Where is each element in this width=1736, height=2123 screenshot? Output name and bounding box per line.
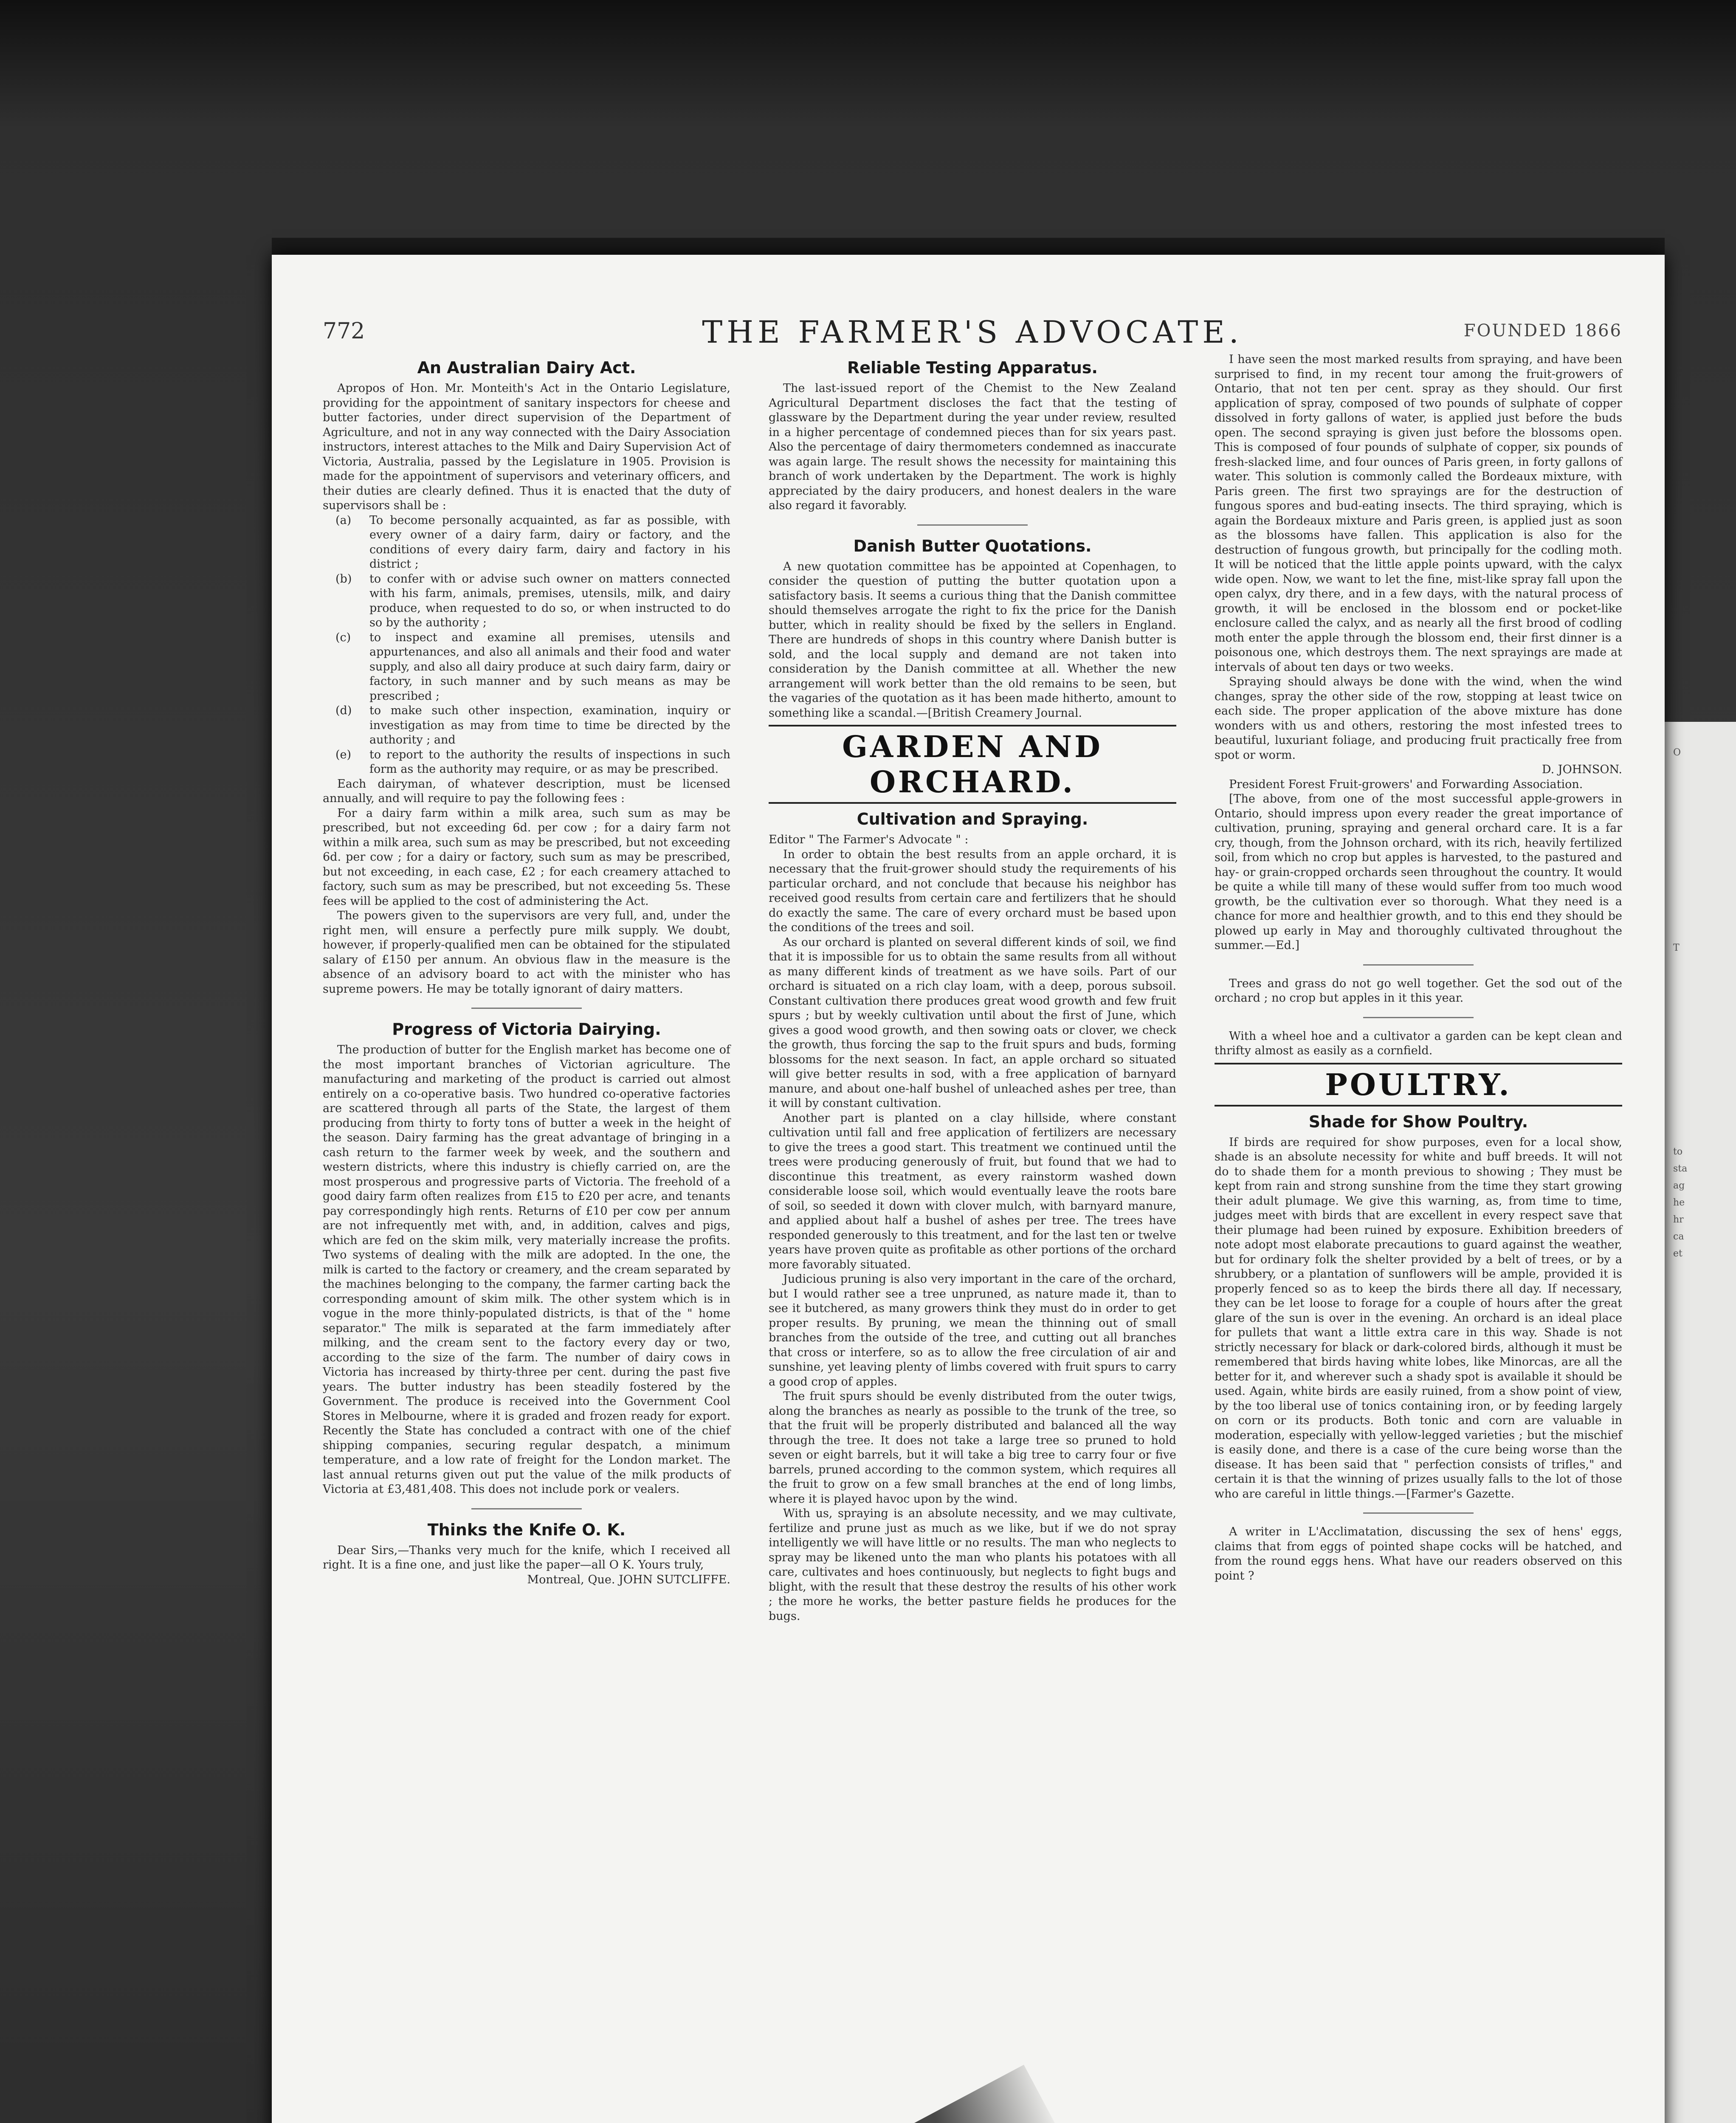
section-title: POULTRY. [1215, 1063, 1622, 1107]
article-paragraph: The production of butter for the English market has become one of the most important branches of Victorian agriculture. The manufacturing and marketing of the product is carried out almost entirely on a co-operative basis. Two hundred co-operative factories are scattered through all parts of the State, the largest of them producing from thirty to forty tons of butter a week in the height of the season. Dairy farming has the great advantage of bringing in a cash return to the farmer week by week, and the southern and western districts, where this industry is chiefly carried on, are the most prosperous and progressive parts of Victoria. The freehold of a good dairy farm often realizes from £15 to £20 per acre, and tenants pay correspondingly high rents. Returns of £10 per cow per annum are not infrequently met with, and, in addition, calves and pigs, which are fed on the skim milk, very materially increase the profits. Two systems of dealing with the milk are adopted. In the one, the milk is carted to the factory or creamery, and the cream separated by the machines belonging to the company, the farmer carting back the corresponding amount of skim milk. The other system which is in vogue in the more thinly-populated districts, is that of the " home separator." The milk is separated at the farm immediately after milking, and the cream sent to the factory every day or two, according to the size of the farm. The number of dairy cows in Victoria has increased by thirty-three per cent. during the past five years. The butter industry has been steadily fostered by the Government. The produce is received into the Government Cool Stores in Melbourne, where it is graded and frozen ready for export. Recently the State has concluded a contract with one of the chief shipping companies, securing regular despatch, a minimum temperature, and a low rate of freight for the London market. The last annual returns given out put the value of the milk products of Victoria at £3,481,408. This does not include pork or vealers. [323, 1043, 730, 1496]
list-text: To become personally acquainted, as far as possible, with every owner of a dairy farm, dairy or factory, and the conditions of every dairy farm, dairy and factory in his district ; [369, 513, 730, 571]
article-paragraph: As our orchard is planted on several different kinds of soil, we find that it is impossible for us to obtain the same results from all without as many different kinds of treatment as we have soils. Part of our orchard is situated on a rich clay loam, with a deep, porous subsoil. Constant cultivation there produces great wood growth and few fruit spurs ; but by weekly cultivation until about the first of June, which gives a good wood growth, and then sowing oats or clover, we check the growth, thus forcing the sap to the fruit spurs and buds, forming blossoms for the next season. In fact, an apple orchard so situated will give better results in sod, with a free application of barnyard manure, and about one-half bushel of unleached ashes per tree, than it will by constant cultivation. [769, 935, 1176, 1110]
adjacent-page-fragment: T [1673, 943, 1680, 953]
article-paragraph: Apropos of Hon. Mr. Monteith's Act in the Ontario Legislature, providing for the appointment of sanitary inspectors for cheese and butter factories, under direct supervision of the Department of Agriculture, and not in any way connected with the Dairy Association instructors, interest attaches to the Milk and Dairy Supervision Act of Victoria, Australia, passed by the Legislature in 1905. Provision is made for the appointment of supervisors and veterinary officers, and their duties are clearly defined. Thus it is enacted that the duty of supervisors shall be : [323, 382, 730, 512]
adjacent-page-fragment: et [1673, 1248, 1682, 1259]
list-key: (a) [335, 513, 352, 527]
article-paragraph: The fruit spurs should be evenly distributed from the outer twigs, along the branches as nearly as possible to the trunk of the tree, so that the fruit will be properly distributed and balanced all the way through the tree. It does not take a large tree so pruned to hold seven or eight barrels, but it will take a big tree to carry four or five barrels, pruned according to the common system, which requires all the fruit to grow on a few small branches at the end of long limbs, where it is played havoc upon by the wind. [769, 1390, 1176, 1506]
article-title: Thinks the Knife O. K. [427, 1520, 626, 1539]
article-paragraph: Each dairyman, of whatever description, must be licensed annually, and will require to pay the following fees : [323, 777, 730, 805]
signature: Montreal, Que. JOHN SUTCLIFFE. [527, 1573, 730, 1586]
page-edge-shadow [272, 238, 1665, 255]
page-number: 772 [323, 318, 365, 344]
adjacent-page-strip [1665, 722, 1736, 2123]
article-paragraph: With a wheel hoe and a cultivator a garden can be kept clean and thrifty almost as easily as a cornfield. [1215, 1029, 1622, 1057]
divider [471, 1008, 582, 1009]
editor-salutation: Editor " The Farmer's Advocate " : [769, 833, 969, 846]
masthead: THE FARMER'S ADVOCATE. [702, 314, 1243, 350]
editor-note: [The above, from one of the most successful apple-growers in Ontario, should impress upon every reader the great importance of cultivation, pruning, spraying and general orchard care. It is a far cry, though, from the Johnson orchard, with its rich, heavily fertilized soil, from which no crop but apples is harvested, to the pastured and hay- or grain-cropped orchards seen throughout the country. It would be quite a while till many of these would suffer from too much wood growth, be the cultivation ever so thorough. What they need is a chance for more and healthier growth, and to this end they should be plowed up early in May and thoroughly cultivated throughout the summer.—Ed.] [1215, 792, 1622, 952]
article-paragraph: For a dairy farm within a milk area, such sum as may be prescribed, but not exceeding 6d. per cow ; for a dairy farm not within a milk area, such sum as may be prescribed, but not exceeding 6d. per cow ; for a dairy or factory, such sum as may be prescribed, but not exceeding, in each case, £2 ; for each creamery attached to factory, such sum as may be prescribed, but not exceeding 5s. These fees will be applied to the cost of administering the Act. [323, 806, 730, 908]
list-text: to confer with or advise such owner on matters connected with his farm, animals, premises, utensils, milk, and dairy produce, when requested to do so, or when instructed to do so by the authority ; [369, 572, 730, 629]
list-key: (c) [335, 631, 351, 644]
article-paragraph: A new quotation committee has be appointed at Copenhagen, to consider the question of putting the butter quotation upon a satisfactory basis. It seems a curious thing that the Danish committee should themselves arrogate the right to fix the price for the Danish butter, which in reality should be fixed by the sellers in England. There are hundreds of shops in this country where Danish butter is sold, and the local supply and demand are not taken into consideration by the Danish committee at all. Whether the new arrangement will work better than the old remains to be seen, but the vagaries of the quotation as it has been made hitherto, amount to something like a scandal.—[British Creamery Journal. [769, 560, 1176, 720]
article-title: Progress of Victoria Dairying. [392, 1020, 661, 1039]
article-title: Shade for Show Poultry. [1308, 1112, 1528, 1131]
article-paragraph: I have seen the most marked results from spraying, and have been surprised to find, in my recent tour among the fruit-growers of Ontario, that not ten per cent. spray as they should. Our first application of spray, composed of two pounds of sulphate of copper dissolved in forty gallons of water, is applied just before the buds open. The second spraying is given just before the blossoms open. This is composed of four pounds of sulphate of copper, six pounds of fresh-slacked lime, and four ounces of Paris green, in forty gallons of water. This solution is commonly called the Bordeaux mixture, with Paris green. The first two sprayings are for the destruction of fungous spores and bud-eating insects. The third spraying, which is again the Bordeaux mixture and Paris green, is applied just as soon as the blossoms have fallen. This application is also for the destruction of fungous growth, but principally for the codling moth. It will be noticed that the little apple points upward, with the calyx wide open. Now, we want to let the fine, mist-like spray fall upon the open calyx, dry there, and in a few days, with the natural process of growth, it will be enclosed in the blossom end or pocket-like enclosure called the calyx, and as nearly all the first brood of codling moth enter the apple through the blossom end, their first dinner is a poisonous one, which destroys them. The next sprayings are made at intervals of about ten days or two weeks. [1215, 353, 1622, 674]
article-paragraph: In order to obtain the best results from an apple orchard, it is necessary that the fruit-grower should study the requirements of his particular orchard, and not conclude that because his neighbor has received good results from certain care and fertilizers that he should do exactly the same. The care of every orchard must be based upon the conditions of the trees and soil. [769, 848, 1176, 934]
divider [1363, 964, 1474, 966]
list-item [335, 748, 730, 777]
article-paragraph: Another part is planted on a clay hillside, where constant cultivation until fall and free application of fertilizers are necessary to give the trees a good start. This treatment we continued until the trees were producing generously of fruit, but found that we had to discontinue this treatment, as every rainstorm washed down considerable loose soil, which would eventually leave the roots bare of soil, so seeded it down with clover mulch, with barnyard manure, and applied about half a bushel of ashes per tree. The trees have responded generously to this treatment, and for the last ten or twelve years have proven quite as profitable as other portions of the orchard more favorably situated. [769, 1111, 1176, 1271]
adjacent-page-fragment: hr [1673, 1214, 1684, 1225]
list-text: to make such other inspection, examination, inquiry or investigation as may from time to time be directed by the authority ; and [369, 704, 730, 746]
list-text: to report to the authority the results of inspections in such form as the authority may require, or as may be prescribed. [369, 748, 730, 776]
divider [1363, 1512, 1474, 1514]
adjacent-page-fragment: he [1673, 1197, 1685, 1208]
article-paragraph: Trees and grass do not go well together. Get the sod out of the orchard ; no crop but apples in it this year. [1215, 977, 1622, 1005]
article-title: An Australian Dairy Act. [417, 358, 636, 377]
founded-note: FOUNDED 1866 [1463, 321, 1622, 341]
divider [1363, 1017, 1474, 1018]
list-key: (d) [335, 704, 352, 717]
list-item [335, 572, 730, 631]
adjacent-page-fragment: sta [1673, 1163, 1688, 1174]
article-paragraph: With us, spraying is an absolute necessity, and we may cultivate, fertilize and prune just as much as we like, but if we do not spray intelligently we will have little or no results. The man who neglects to spray may be likened unto the man who plants his potatoes with all care, cultivates and hoes continuously, but neglects to fight bugs and blight, with the result that these destroy the results of his other work ; the more he works, the better pasture fields he produces for the bugs. [769, 1507, 1176, 1623]
adjacent-page-fragment: ca [1673, 1231, 1684, 1242]
article-paragraph: The last-issued report of the Chemist to the New Zealand Agricultural Department discloses the fact that the testing of glassware by the Department during the year under review, resulted in a higher percentage of condemned pieces than for six years past. Also the percentage of dairy thermometers condemned as inaccurate was again large. The result shows the necessity for maintaining this branch of work undertaken by the Department. The work is highly appreciated by the dairy producers, and honest dealers in the ware also regard it favorably. [769, 382, 1176, 512]
column-3 [1215, 352, 1622, 1583]
article-paragraph: A writer in L'Acclimatation, discussing the sex of hens' eggs, claims that from eggs of pointed shape cocks will be hatched, and from the round eggs hens. What have our readers observed on this point ? [1215, 1525, 1622, 1582]
list-text: to inspect and examine all premises, utensils and appurtenances, and also all animals and their food and water supply, and also all dairy produce at such dairy farm, dairy or factory, in such manner and by such means as may be prescribed ; [369, 631, 730, 703]
article-paragraph: If birds are required for show purposes, even for a local show, shade is an absolute necessity for white and buff breeds. It will not do to shade them for a month previous to showing ; They must be kept from rain and strong sunshine from the time they start growing their adult plumage. We give this warning, as, from time to time, judges meet with birds that are excellent in every respect save that their plumage had been ruined by exposure. Exhibition breeders of note adopt most elaborate precautions to guard against the weather, but for ordinary folk the shelter provided by a belt of trees, or by a shrubbery, or a plantation of sunflowers will be ample, provided it is properly fenced so as to keep the birds there all day. If necessary, they can be let loose to forage for a couple of hours after the great glare of the sun is over in the evening. An orchard is an ideal place for pullets that want a little extra care in this way. Shade is not strictly necessary for black or dark-colored birds, although it must be remembered that birds having white lobes, like Minorcas, are all the better for it, and wherever such a shady spot is available it should be used. Again, white birds are easily ruined, from a show point of view, by the too liberal use of tonics containing iron, or by feeding largely on corn or its products. Both tonic and corn are valuable in moderation, especially with yellow-legged varieties ; but the mischief is easily done, and there is a case of the cure being worse than the disease. It has been said that " perfection consists of trifles," and certain it is that the winning of prizes usually falls to the lot of those who are careful in little things.—[Farmer's Gazette. [1215, 1135, 1622, 1501]
adjacent-page-fragment: ag [1673, 1180, 1685, 1191]
section-title: GARDEN AND ORCHARD. [769, 725, 1176, 804]
list-item [335, 513, 730, 572]
list-item [335, 631, 730, 704]
article-paragraph: Judicious pruning is also very important in the care of the orchard, but I would rather see a tree unpruned, as nature made it, than to see it butchered, as many growers think they must do in order to get proper results. By pruning, we mean the thinning out of small branches from the outside of the tree, and cutting out all branches that cross or interfere, so as to allow the free circulation of air and sunshine, yet leaving plenty of limbs covered with fruit spurs to carry a good crop of apples. [769, 1273, 1176, 1388]
duties-list [323, 513, 730, 777]
newspaper-page [272, 255, 1665, 2123]
divider [471, 1508, 582, 1509]
adjacent-page-fragment: O [1673, 747, 1681, 758]
adjacent-page-fragment: to [1673, 1146, 1683, 1157]
list-key: (e) [335, 748, 352, 761]
list-item [335, 704, 730, 748]
divider [917, 524, 1028, 526]
article-paragraph: Spraying should always be done with the wind, when the wind changes, spray the other side of the row, stopping at least twice on each side. The proper application of the above mixture has done wonders with us and others, restoring the most infested trees to beautiful, luxuriant foliage, and producing fruit practically free from spot or worm. [1215, 675, 1622, 762]
article-paragraph: Dear Sirs,—Thanks very much for the knife, which I received all right. It is a fine one, and just like the paper—all O K. Yours truly, [323, 1543, 730, 1571]
page-header [323, 314, 1622, 352]
column-2 [769, 352, 1176, 1624]
signature: D. JOHNSON. [1542, 763, 1622, 776]
column-1 [323, 352, 730, 1587]
article-paragraph: The powers given to the supervisors are very full, and, under the right men, will ensure a perfectly pure milk supply. We doubt, however, if properly-qualified men can be obtained for the stipulated salary of £150 per annum. An obvious flaw in the measure is the absence of an advisory board to act with the minister who has supreme powers. He may be totally ignorant of dairy matters. [323, 909, 730, 996]
article-title: Reliable Testing Apparatus. [847, 358, 1098, 377]
article-title: Cultivation and Spraying. [857, 810, 1088, 828]
article-title: Danish Butter Quotations. [853, 536, 1092, 555]
list-key: (b) [335, 572, 352, 586]
signature-title: President Forest Fruit-growers' and Forwarding Association. [1229, 777, 1583, 791]
